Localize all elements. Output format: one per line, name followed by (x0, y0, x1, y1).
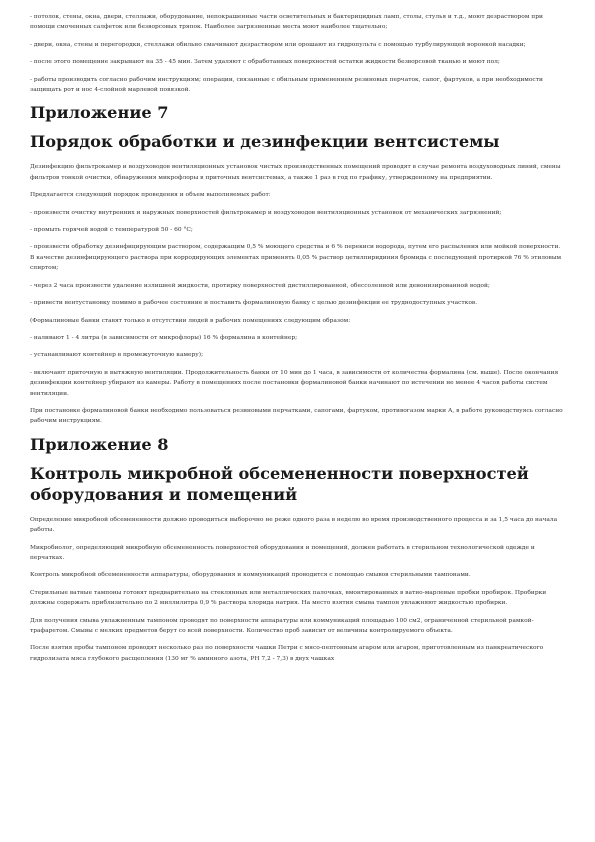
section-heading: Приложение 7 (30, 103, 169, 123)
body-paragraph: - после этого помещение закрывают на 35 - 45 мин. Затем удаляют с обработанных поверхностей остатки жидкости безворсовой тканью и моют пол; (30, 59, 500, 66)
body-paragraph: Для получения смыва увлажненным тампоном проводят по поверхности аппаратуры или коммуникаций площадью 100 см2, ограниченной стерильной рамкой-трафаретом. Смывы с мелких предметов берут со всей поверхности. Количество проб зависит от величины контролируемого объекта. (30, 617, 534, 634)
body-paragraph: - произвести очистку внутренних и наружных поверхностей фильтрокамер и воздуховодов вентиляционных установок от механических загрязнений; (30, 209, 502, 216)
section-heading: Порядок обработки и дезинфекции вентсистемы (30, 132, 500, 152)
body-paragraph: - привести вентустановку помимо в рабочее состояние и поставить формалиновую банку с целью дезинфекции ее труднодоступных участков. (30, 300, 478, 307)
document-body (30, 12, 565, 671)
body-paragraph: - потолок, стены, окна, двери, стеллажи, оборудование, непокрашенные части осветительных и бактерицидных ламп, столы, стулья и т.д., моют дезраствором при помощи смоченных салфеток или безворсовых тряпок. Наиболее загрязненные места моют наиболее тщательно; (30, 14, 543, 31)
body-paragraph: При постановке формалиновой банки необходимо пользоваться резиновыми перчатками, сапогами, фартуком, противогазом марки А, в работе руководствуясь согласно рабочим инструкциям. (30, 407, 563, 425)
body-paragraph: Предлагается следующий порядок проведения и объем выполняемых работ: (30, 192, 271, 199)
section-heading: Приложение 8 (30, 434, 169, 454)
body-paragraph: Стерильные ватные тампоны готовят предварительно на стеклянных или металлических палочках, вмонтированных в ватно-марлевые пробки пробирок. Пробирки должны содержать приблизительно по 2 миллилитра 0,9 % раствора хлорида натрия. На место взятия смыва тампон увлажняют жидкостью пробирки. (30, 589, 547, 607)
body-paragraph: Дезинфекцию фильтрокамер и воздуховодов вентиляционных установок чистых производственных помещений проводят в случае ремонта воздуховодных линий, смены фильтров тонкой очистки, обнаружения микрофлоры в приточных вентсистемах, а также 1 раз в год по графику, утвержденному на предприятии. (30, 164, 561, 181)
body-paragraph: - работы производить согласно рабочим инструкциям; операции, связанные с обильным применением резиновых перчаток, сапог, фартуков, а при необходимости защищать рот и нос 4-слойной марлевой повязкой. (30, 76, 543, 94)
body-paragraph: Контроль микробной обсемененности аппаратуры, оборудования и коммуникаций проводится с помощью смывов стерильными тампонами. (30, 572, 471, 579)
body-paragraph: - произвести обработку дезинфицирующим раствором, содержащим 0,5 % моющего средства и 6 % перекиси водорода, путем его распыления или мойкой поверхности. В качестве дезинфицирующего раствора при корродирующих элементах применять 0,05 % раствор цетилпиридиния бромида с последующей протиркой 76 % этиловым спиртом; (30, 244, 562, 272)
section-heading: Контроль микробной обсемененности поверхностей оборудования и помещений (30, 463, 529, 504)
body-paragraph: (Формалиновые банки ставят только в отсутствии людей в рабочих помещениях следующим образом: (30, 317, 351, 324)
body-paragraph: - промыть горячей водой с температурой 50 - 60 °С; (30, 227, 193, 234)
body-paragraph: После взятия пробы тампоном проводят несколько раз по поверхности чашки Петри с мясо-пептонным агаром или агаром, приготовленным из панкреатического гидролизата мяса глубокого расщепления (130 мг % аминного азота, РН 7,2 - 7,3) в двух чашках (30, 645, 544, 662)
body-paragraph: - устанавливают контейнер в промежуточную камеру); (30, 352, 204, 359)
body-paragraph: - через 2 часа произвести удаление излишней жидкости, протирку поверхностей дистиллированной, обессоленной или деионизированной водой; (30, 282, 490, 289)
body-paragraph: - двери, окна, стены и перегородки, стеллажи обильно смачивают дезраствором или орошают из гидропульта с помощью турбулирующей воронкой насадки; (30, 41, 526, 48)
body-paragraph: Микробиолог, определяющий микробную обсемененность поверхностей оборудования и помещений, должен работать в стерильном технологической одежде и перчатках. (30, 544, 535, 561)
body-paragraph: - наливают 1 - 4 литра (в зависимости от микрофлоры) 16 % формалина в контейнер; (30, 334, 298, 341)
body-paragraph: - включают приточную и вытяжную вентиляции. Продолжительность банки от 10 мин до 1 часа, в зависимости от количества формалина (см. выше). После окончания дезинфекции контейнер убирают из камеры. Работу в помещениях после постановки формалиновой банки начинают по истечении не менее 4 часов работы систем вентиляции. (30, 369, 559, 397)
body-paragraph: Определение микробной обсемененности должно проводиться выборочно не реже одного раза в неделю во время производственного процесса и за 1,5 часа до начала работы. (30, 516, 558, 534)
